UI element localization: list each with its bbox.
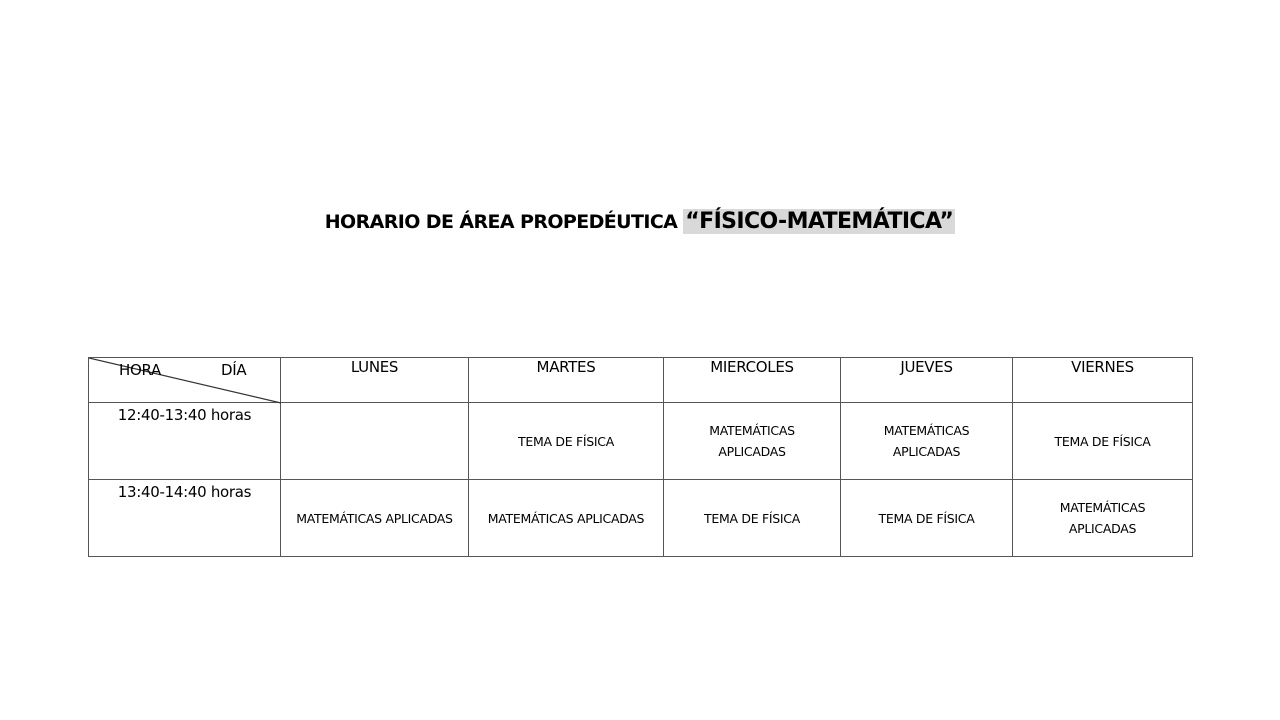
schedule-cell: MATEMÁTICAS APLICADAS (281, 480, 469, 557)
dia-label: DÍA (221, 361, 247, 379)
day-header-viernes: VIERNES (1013, 358, 1193, 403)
schedule-cell: MATEMÁTICAS APLICADAS (664, 403, 841, 480)
diagonal-line (89, 358, 281, 404)
schedule-table (88, 357, 1193, 557)
title-prefix: HORARIO DE ÁREA PROPEDÉUTICA (324, 211, 678, 233)
day-header-lunes: LUNES (281, 358, 469, 403)
day-header-jueves: JUEVES (841, 358, 1013, 403)
schedule-cell: MATEMÁTICAS APLICADAS (469, 480, 664, 557)
schedule-cell: MATEMÁTICAS APLICADAS (841, 403, 1013, 480)
table-row (89, 480, 1193, 557)
schedule-cell (281, 403, 469, 480)
schedule-cell: TEMA DE FÍSICA (664, 480, 841, 557)
time-cell: 12:40-13:40 horas (89, 403, 281, 480)
schedule-cell: MATEMÁTICAS APLICADAS (1013, 480, 1193, 557)
title-highlight: “FÍSICO-MATEMÁTICA” (685, 209, 954, 234)
time-cell: 13:40-14:40 horas (89, 480, 281, 557)
schedule-cell: TEMA DE FÍSICA (841, 480, 1013, 557)
schedule-cell: TEMA DE FÍSICA (1013, 403, 1193, 480)
page-title (0, 206, 1280, 238)
hora-label: HORA (119, 361, 161, 379)
day-header-miercoles: MIERCOLES (664, 358, 841, 403)
table-row (89, 403, 1193, 480)
day-header-martes: MARTES (469, 358, 664, 403)
header-row (89, 358, 1193, 403)
schedule-cell: TEMA DE FÍSICA (469, 403, 664, 480)
corner-cell (89, 358, 281, 403)
